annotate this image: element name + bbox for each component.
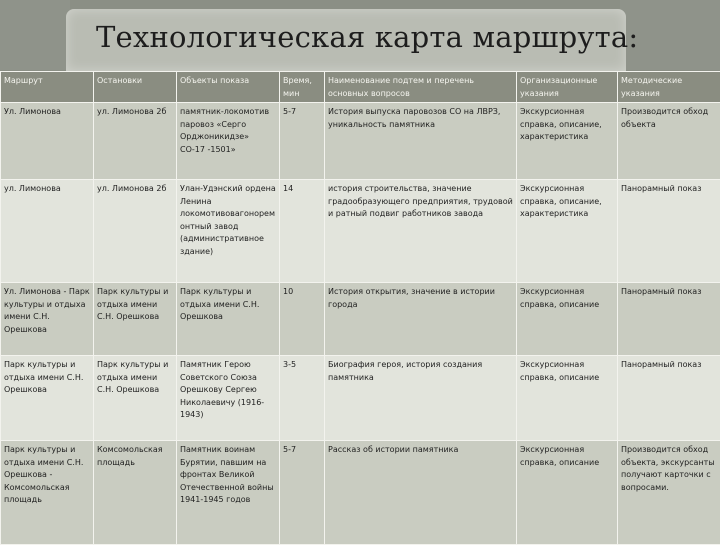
header-stops: Остановки [94, 72, 177, 103]
table-header-row [1, 72, 720, 103]
cell-methodical: Производится обход объекта, экскурсанты получают карточки с вопросами. [618, 441, 720, 545]
cell-subtopic: Рассказ об истории памятника [325, 441, 517, 545]
cell-route: Ул. Лимонова - Парк культуры и отдыха имени С.Н. Орешкова [1, 283, 94, 356]
cell-organizational: Экскурсионная справка, описание, характеристика [517, 103, 618, 180]
table-row [1, 180, 720, 283]
header-route: Маршрут [1, 72, 94, 103]
cell-time: 3-5 [280, 356, 325, 441]
cell-organizational: Экскурсионная справка, описание, характеристика [517, 180, 618, 283]
cell-subtopic: История выпуска паровозов СО на ЛВРЗ, уникальность памятника [325, 103, 517, 180]
table-row [1, 356, 720, 441]
table-row [1, 103, 720, 180]
cell-route: ул. Лимонова [1, 180, 94, 283]
cell-time: 10 [280, 283, 325, 356]
header-time: Время, мин [280, 72, 325, 103]
cell-methodical: Производится обход объекта [618, 103, 720, 180]
header-organizational: Организационные указания [517, 72, 618, 103]
cell-object: Памятник воинам Бурятии, павшим на фронтах Великой Отечественной войны 1941-1945 годов [177, 441, 280, 545]
cell-stop: Парк культуры и отдыха имени С.Н. Орешкова [94, 283, 177, 356]
cell-time: 14 [280, 180, 325, 283]
cell-stop: ул. Лимонова 2б [94, 180, 177, 283]
header-objects: Объекты показа [177, 72, 280, 103]
cell-stop: Парк культуры и отдыха имени С.Н. Орешкова [94, 356, 177, 441]
background-panel-left [0, 0, 70, 70]
route-table [0, 71, 720, 545]
cell-organizational: Экскурсионная справка, описание [517, 283, 618, 356]
cell-stop: ул. Лимонова 2б [94, 103, 177, 180]
cell-time: 5-7 [280, 103, 325, 180]
cell-route: Парк культуры и отдыха имени С.Н. Орешкова - Комсомольская площадь [1, 441, 94, 545]
cell-stop: Комсомольская площадь [94, 441, 177, 545]
cell-methodical: Панорамный показ [618, 283, 720, 356]
table-row [1, 441, 720, 545]
cell-object: памятник-локомотив паровоз «Серго Орджоникидзе» СО-17 -1501» [177, 103, 280, 180]
cell-organizational: Экскурсионная справка, описание [517, 441, 618, 545]
table-row [1, 283, 720, 356]
page-title: Технологическая карта маршрута: [96, 20, 636, 54]
cell-methodical: Панорамный показ [618, 356, 720, 441]
cell-object: Памятник Герою Советского Союза Орешкову Сергею Николаевичу (1916-1943) [177, 356, 280, 441]
cell-time: 5-7 [280, 441, 325, 545]
header-methodical: Методические указания [618, 72, 720, 103]
cell-route: Ул. Лимонова [1, 103, 94, 180]
cell-methodical: Панорамный показ [618, 180, 720, 283]
cell-object: Парк культуры и отдыха имени С.Н. Орешкова [177, 283, 280, 356]
cell-object: Улан-Удэнский ордена Ленина локомотивовагоноремонтный завод (административное здание) [177, 180, 280, 283]
cell-subtopic: история строительства, значение градообразующего предприятия, трудовой и ратный подвиг работников завода [325, 180, 517, 283]
header-subtopics: Наименование подтем и перечень основных вопросов [325, 72, 517, 103]
cell-route: Парк культуры и отдыха имени С.Н. Орешкова [1, 356, 94, 441]
cell-organizational: Экскурсионная справка, описание [517, 356, 618, 441]
cell-subtopic: Биография героя, история создания памятника [325, 356, 517, 441]
cell-subtopic: История открытия, значение в истории города [325, 283, 517, 356]
